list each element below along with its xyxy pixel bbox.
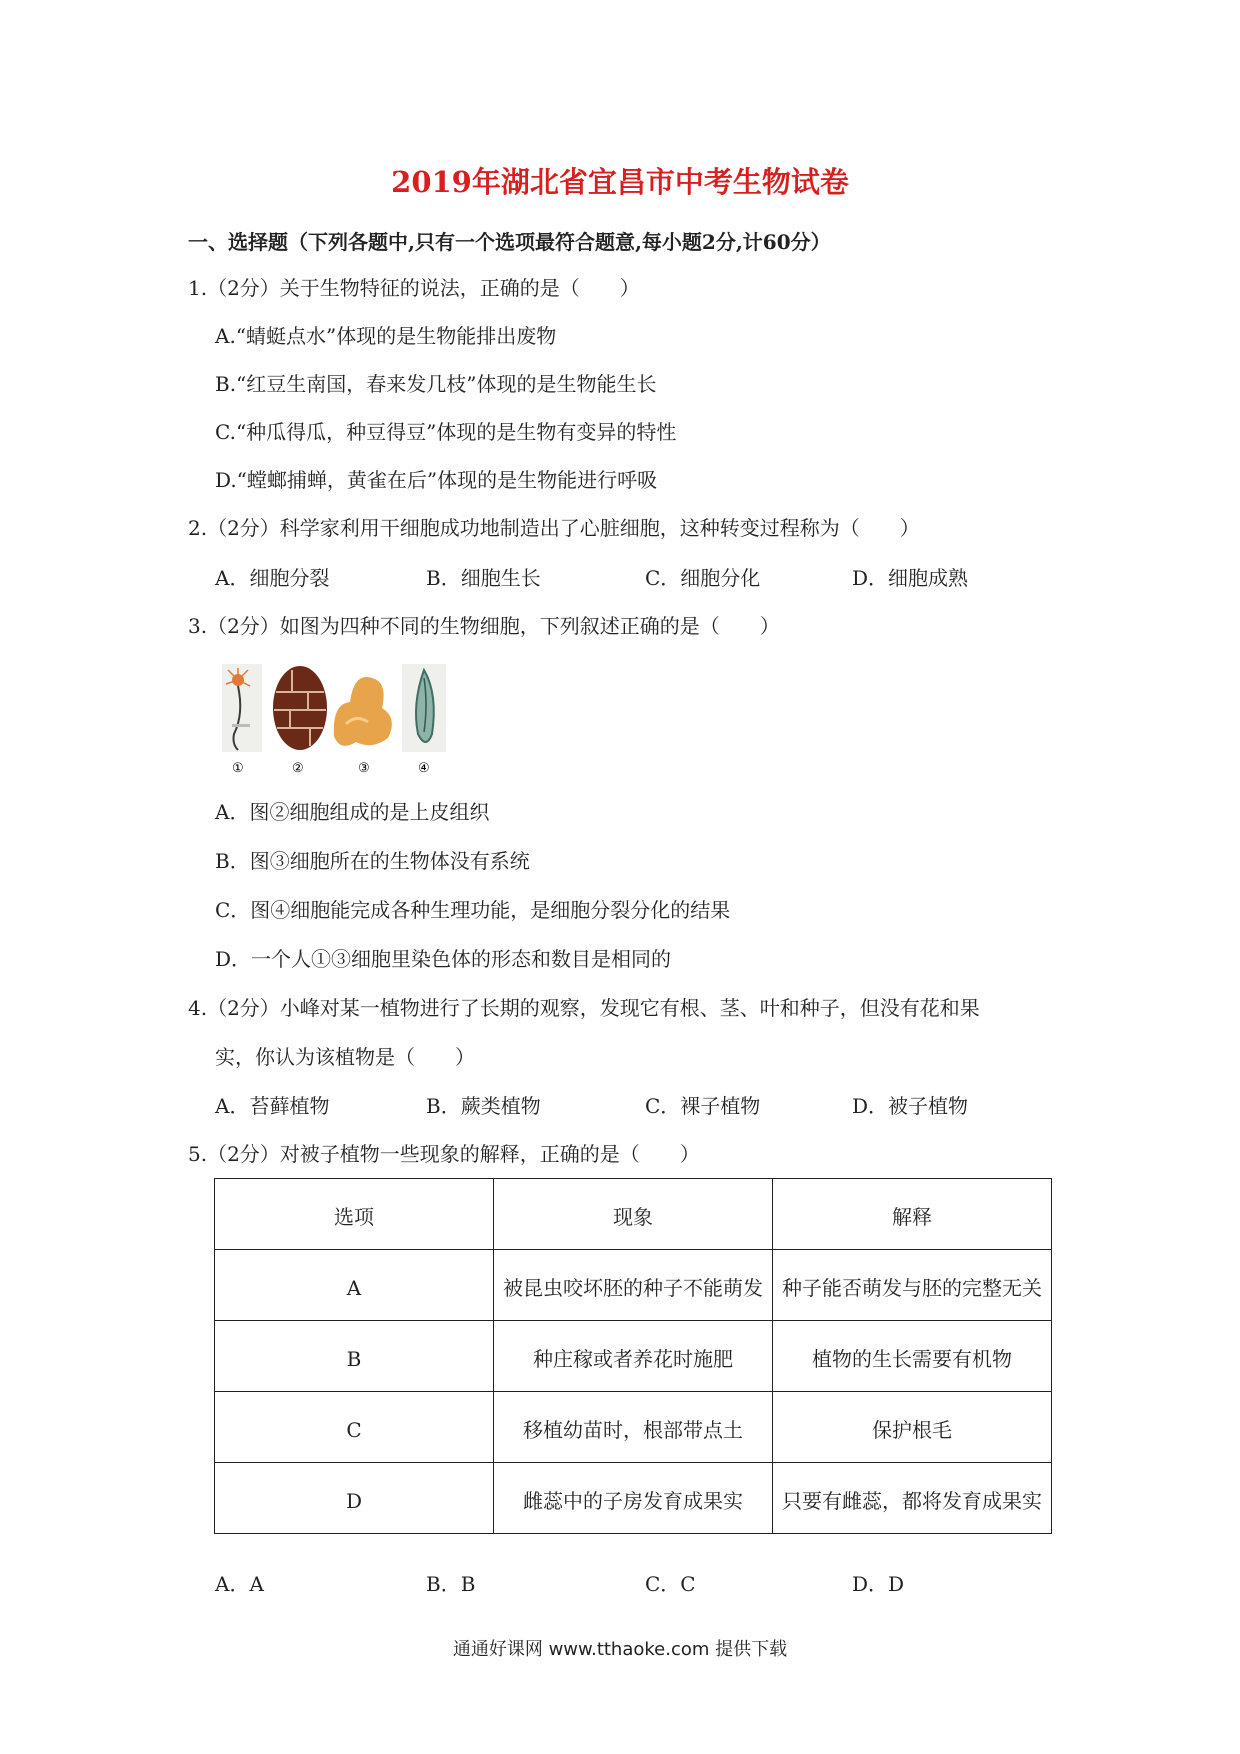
page-title: 2019年湖北省宜昌市中考生物试卷 <box>391 165 849 199</box>
cell-label-3: ③ <box>358 761 370 776</box>
q2-stem: 2.（2分）科学家利用干细胞成功地制造出了心脏细胞，这种转变过程称为（ ） <box>188 516 920 540</box>
q4-option-c: C．裸子植物 <box>645 1094 761 1118</box>
q5-stem: 5.（2分）对被子植物一些现象的解释，正确的是（ ） <box>188 1142 700 1166</box>
cell-figure-4 <box>402 664 446 752</box>
table-cell: 雌蕊中的子房发育成果实 <box>494 1463 773 1534</box>
q1-option-a: A.“蜻蜓点水”体现的是生物能排出废物 <box>215 324 557 348</box>
q3-option-c: C．图④细胞能完成各种生理功能，是细胞分裂分化的结果 <box>215 898 731 922</box>
q2-option-b: B．细胞生长 <box>426 566 541 590</box>
cell-figure-3 <box>334 677 392 746</box>
footer-credit: 通通好课网 www.tthaoke.com 提供下载 <box>452 1639 788 1660</box>
table-header-cell: 现象 <box>494 1179 773 1250</box>
q5-option-d: D．D <box>852 1572 905 1596</box>
table-row <box>215 1463 1052 1534</box>
q2-option-c: C．细胞分化 <box>645 566 761 590</box>
q3-option-a: A．图②细胞组成的是上皮组织 <box>215 800 490 824</box>
q3-option-d: D．一个人①③细胞里染色体的形态和数目是相同的 <box>215 947 672 971</box>
table-cell: 种子能否萌发与胚的完整无关 <box>773 1250 1052 1321</box>
q5-table <box>214 1178 1052 1534</box>
table-cell: D <box>215 1463 494 1534</box>
table-row <box>215 1250 1052 1321</box>
cell-figure <box>222 664 452 776</box>
table-cell: 只要有雌蕊，都将发育成果实 <box>773 1463 1052 1534</box>
q1-option-c: C.“种瓜得瓜，种豆得豆”体现的是生物有变异的特性 <box>215 420 677 444</box>
table-cell: C <box>215 1392 494 1463</box>
q1-option-d: D.“螳螂捕蝉，黄雀在后”体现的是生物能进行呼吸 <box>215 468 658 492</box>
table-cell: 被昆虫咬坏胚的种子不能萌发 <box>494 1250 773 1321</box>
q4-option-b: B．蕨类植物 <box>426 1094 541 1118</box>
q1-stem: 1.（2分）关于生物特征的说法，正确的是（ ） <box>188 276 640 300</box>
q2-option-d: D．细胞成熟 <box>852 566 969 590</box>
table-cell: A <box>215 1250 494 1321</box>
q5-option-b: B．B <box>426 1572 476 1596</box>
q2-option-a: A．细胞分裂 <box>215 566 330 590</box>
q4-stem-line2: 实，你认为该植物是（ ） <box>215 1045 475 1069</box>
q5-option-a: A．A <box>215 1572 264 1596</box>
section-heading: 一、选择题（下列各题中,只有一个选项最符合题意,每小题2分,计60分） <box>188 230 831 254</box>
table-cell: 植物的生长需要有机物 <box>773 1321 1052 1392</box>
q3-option-b: B．图③细胞所在的生物体没有系统 <box>215 849 530 873</box>
cell-figure-2 <box>273 666 327 750</box>
q4-option-a: A．苔藓植物 <box>215 1094 330 1118</box>
table-header-row <box>215 1179 1052 1250</box>
q3-stem: 3.（2分）如图为四种不同的生物细胞，下列叙述正确的是（ ） <box>188 614 780 638</box>
cell-label-1: ① <box>232 761 244 776</box>
cell-label-4: ④ <box>418 761 430 776</box>
cell-label-2: ② <box>292 761 304 776</box>
q4-option-d: D．被子植物 <box>852 1094 969 1118</box>
q1-option-b: B.“红豆生南国，春来发几枝”体现的是生物能生长 <box>215 372 657 396</box>
table-cell: 种庄稼或者养花时施肥 <box>494 1321 773 1392</box>
table-row <box>215 1321 1052 1392</box>
table-cell: B <box>215 1321 494 1392</box>
table-row <box>215 1392 1052 1463</box>
table-cell: 移植幼苗时，根部带点土 <box>494 1392 773 1463</box>
cell-figure-1 <box>222 664 262 752</box>
table-cell: 保护根毛 <box>773 1392 1052 1463</box>
table-header-cell: 选项 <box>215 1179 494 1250</box>
q5-option-c: C．C <box>645 1572 696 1596</box>
q4-stem-line1: 4.（2分）小峰对某一植物进行了长期的观察，发现它有根、茎、叶和种子，但没有花和果 <box>188 996 980 1020</box>
table-header-cell: 解释 <box>773 1179 1052 1250</box>
